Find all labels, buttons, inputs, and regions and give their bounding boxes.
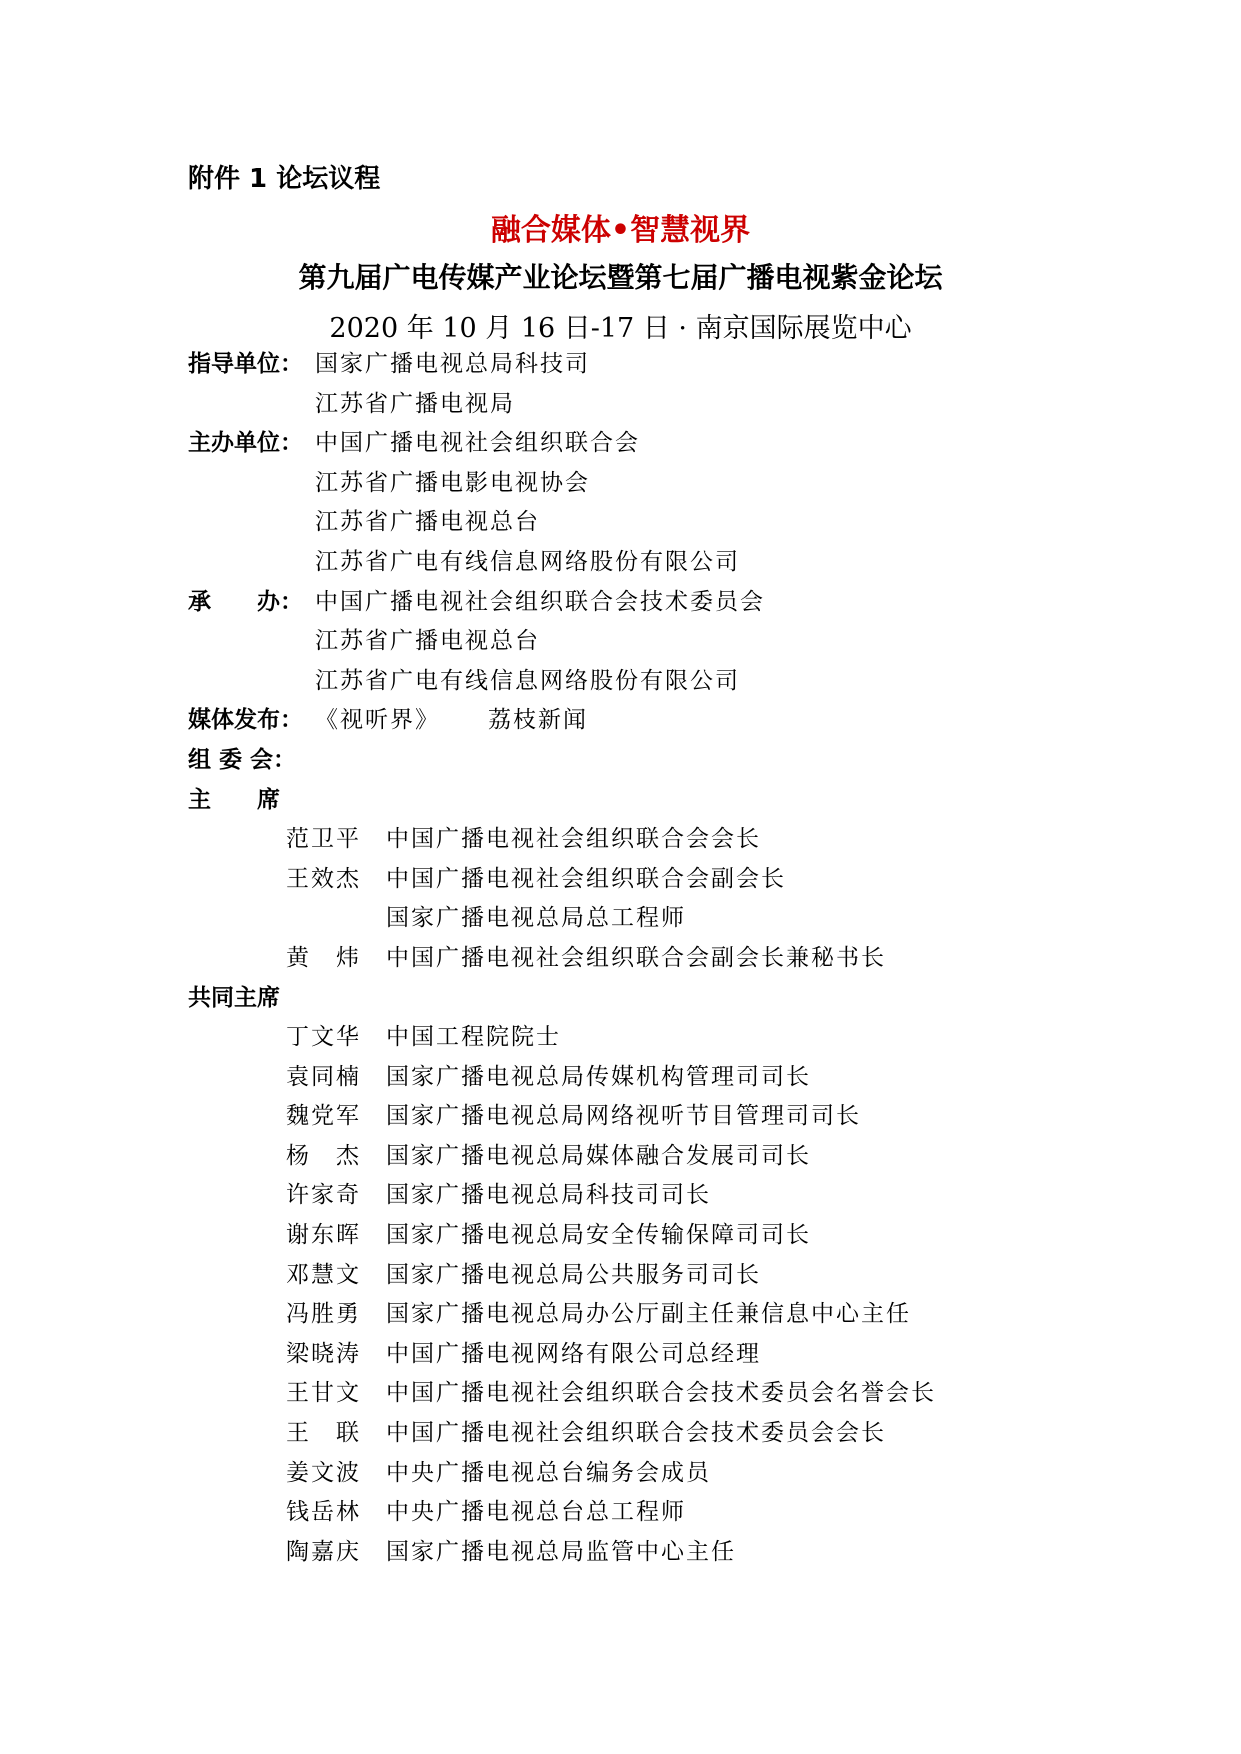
- date-venue-line: 2020 年 10 月 16 日-17 日 · 南京国际展览中心: [329, 313, 912, 344]
- member-name: 袁同楠: [286, 1063, 361, 1090]
- organizer-row: [188, 583, 1188, 623]
- member-row: [188, 1137, 1188, 1177]
- member-title: 国家广播电视总局网络视听节目管理司司长: [386, 1103, 861, 1130]
- committee-row: [188, 741, 1188, 781]
- member-row: [188, 1454, 1188, 1494]
- member-title: 中央广播电视总台编务会成员: [386, 1459, 711, 1486]
- member-name: 陶嘉庆: [286, 1538, 361, 1565]
- attachment-heading: 附件 1 论坛议程: [188, 164, 381, 194]
- host-label: 主办单位：: [188, 430, 303, 457]
- member-name: 王效杰: [286, 865, 361, 892]
- member-name: 姜文波: [286, 1459, 361, 1486]
- member-name: 丁文华: [286, 1024, 361, 1051]
- member-name: 王 联: [286, 1420, 361, 1447]
- member-row: [188, 1335, 1188, 1375]
- member-row: [188, 820, 1188, 860]
- forum-main-title: 第九届广电传媒产业论坛暨第七届广播电视紫金论坛: [298, 261, 943, 294]
- host-row: [188, 503, 1188, 543]
- cochair-list: [188, 1018, 1188, 1572]
- member-title: 国家广播电视总局办公厅副主任兼信息中心主任: [386, 1301, 911, 1328]
- member-title: 国家广播电视总局监管中心主任: [386, 1538, 736, 1565]
- member-name: 范卫平: [286, 826, 361, 853]
- member-row: [188, 1058, 1188, 1098]
- member-row: [188, 1176, 1188, 1216]
- guide-row: [188, 385, 1188, 425]
- media-outlet: 《视听界》: [315, 707, 440, 734]
- chair-label: 主 席: [188, 786, 280, 813]
- host-row: [188, 464, 1188, 504]
- member-title: 国家广播电视总局总工程师: [386, 905, 686, 932]
- chair-list: [188, 820, 1188, 978]
- guide-unit: 国家广播电视总局科技司: [315, 351, 590, 377]
- member-title: 国家广播电视总局传媒机构管理司司长: [386, 1063, 811, 1090]
- host-unit: 江苏省广电有线信息网络股份有限公司: [315, 548, 740, 575]
- member-row: [188, 1414, 1188, 1454]
- organization-list: [188, 345, 1188, 1572]
- media-label: 媒体发布：: [188, 707, 303, 734]
- guide-label: 指导单位：: [188, 351, 303, 377]
- member-row: [188, 860, 1188, 900]
- member-name: 杨 杰: [286, 1142, 361, 1169]
- member-title: 国家广播电视总局科技司司长: [386, 1182, 711, 1209]
- member-title: 中国广播电视社会组织联合会技术委员会会长: [386, 1420, 886, 1447]
- member-row: [188, 939, 1188, 979]
- cochair-label: 共同主席: [188, 984, 280, 1011]
- member-title: 国家广播电视总局安全传输保障司司长: [386, 1222, 811, 1249]
- member-row: [188, 1018, 1188, 1058]
- member-name: 邓慧文: [286, 1261, 361, 1288]
- member-row: [188, 1216, 1188, 1256]
- member-title: 中国广播电视社会组织联合会会长: [386, 826, 761, 853]
- organizer-row: [188, 662, 1188, 702]
- member-name: 谢东晖: [286, 1222, 361, 1249]
- member-title: 中国工程院院士: [386, 1024, 561, 1051]
- organizer-label: 承 办：: [188, 588, 303, 615]
- member-title: 中央广播电视总台总工程师: [386, 1499, 686, 1526]
- member-row: [188, 1295, 1188, 1335]
- member-row: [188, 1256, 1188, 1296]
- host-unit: 江苏省广播电视总台: [315, 509, 540, 536]
- cochair-heading-row: [188, 979, 1188, 1019]
- host-unit: 中国广播电视社会组织联合会: [315, 430, 640, 457]
- member-title: 中国广播电视网络有限公司总经理: [386, 1340, 761, 1367]
- member-name: 黄 炜: [286, 944, 361, 971]
- member-row: [188, 1533, 1188, 1573]
- member-title: 中国广播电视社会组织联合会副会长兼秘书长: [386, 944, 886, 971]
- host-unit: 江苏省广播电影电视协会: [315, 469, 590, 496]
- member-title: 中国广播电视社会组织联合会技术委员会名誉会长: [386, 1380, 936, 1407]
- member-row: [188, 899, 1188, 939]
- member-title: 国家广播电视总局公共服务司司长: [386, 1261, 761, 1288]
- member-name: 冯胜勇: [286, 1301, 361, 1328]
- organizer-unit: 江苏省广电有线信息网络股份有限公司: [315, 667, 740, 694]
- organizer-row: [188, 622, 1188, 662]
- host-row: [188, 424, 1188, 464]
- forum-theme-title: 融合媒体•智慧视界: [490, 213, 751, 248]
- member-title: 中国广播电视社会组织联合会副会长: [386, 865, 786, 892]
- member-title: 国家广播电视总局媒体融合发展司司长: [386, 1142, 811, 1169]
- organizer-unit: 中国广播电视社会组织联合会技术委员会: [315, 588, 765, 615]
- host-row: [188, 543, 1188, 583]
- organizer-unit: 江苏省广播电视总台: [315, 628, 540, 655]
- media-row: [188, 701, 1188, 741]
- chair-heading-row: [188, 781, 1188, 821]
- member-row: [188, 1374, 1188, 1414]
- member-row: [188, 1097, 1188, 1137]
- guide-row: [188, 345, 1188, 385]
- guide-unit: 江苏省广播电视局: [315, 390, 515, 417]
- member-name: 许家奇: [286, 1182, 361, 1209]
- media-outlet: 荔枝新闻: [488, 707, 588, 734]
- committee-label: 组 委 会：: [188, 746, 297, 773]
- member-name: 魏党军: [286, 1103, 361, 1130]
- member-name: 钱岳林: [286, 1499, 361, 1526]
- member-row: [188, 1493, 1188, 1533]
- member-name: 梁晓涛: [286, 1340, 361, 1367]
- member-name: 王甘文: [286, 1380, 361, 1407]
